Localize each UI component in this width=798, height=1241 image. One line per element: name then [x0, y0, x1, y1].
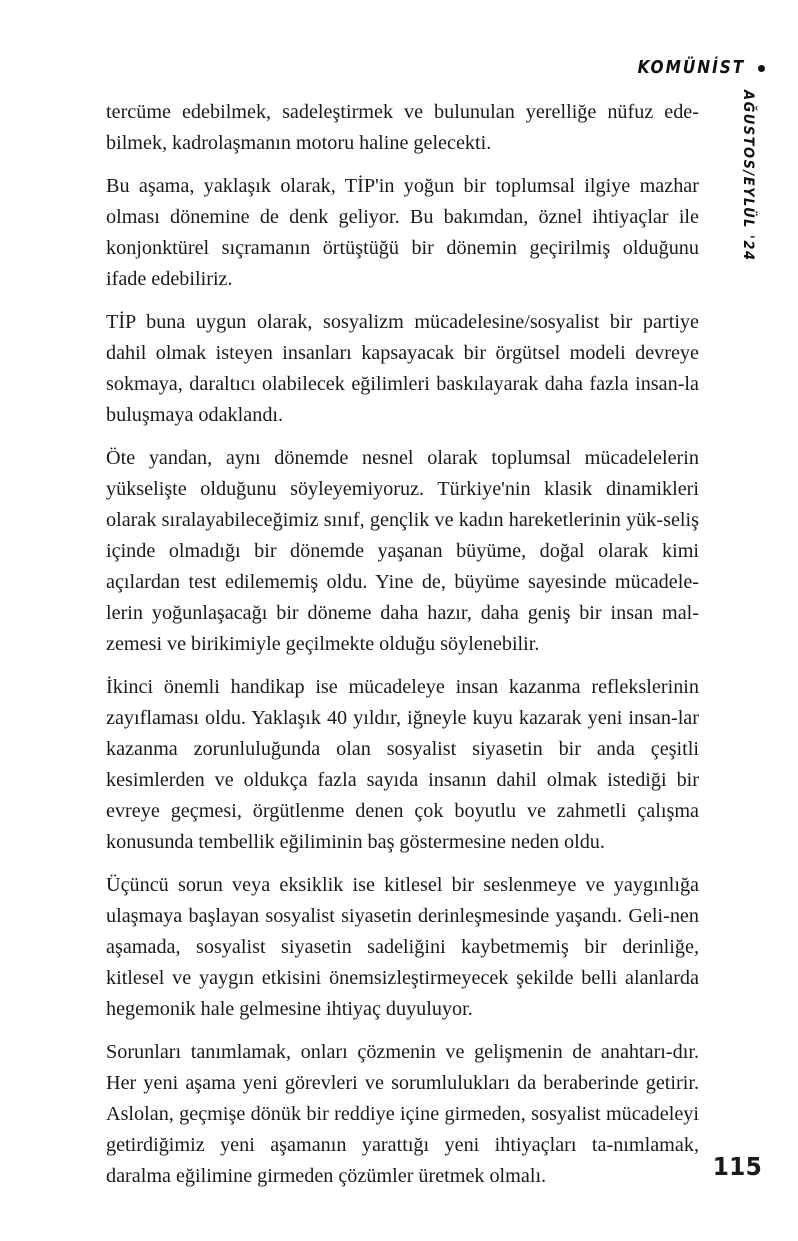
- body-paragraph: Öte yandan, aynı dönemde nesnel olarak toplumsal mücadelelerin yükselişte olduğunu söyleyemiyoruz. Türkiye'nin klasik dinamikleri olarak sıralayabileceğimiz sınıf, gençlik ve kadın hareketlerinin yük-seliş içinde olmadığı bir dönemde yaşanan büyüme, doğal olarak kimi açılardan test edilememiş oldu. Yine de, büyüme sayesinde mücadele-lerin yoğunlaşacağı bir döneme daha hazır, daha geniş bir insan mal-zemesi ve birikimiyle geçilmekte olduğu söylenebilir.: [106, 447, 699, 655]
- body-paragraph: Bu aşama, yaklaşık olarak, TİP'in yoğun bir toplumsal ilgiye mazhar olması dönemine de denk geliyor. Bu bakımdan, öznel ihtiyaçlar ile konjonktürel sıçramanın örtüştüğü bir dönemin geçirilmiş olduğunu ifade edebiliriz.: [106, 175, 699, 290]
- body-paragraph: Sorunları tanımlamak, onları çözmenin ve gelişmenin de anahtarı-dır. Her yeni aşama yeni görevleri ve sorumlulukları da beraberinde getirir. Aslolan, geçmişe dönük bir reddiye içine girmeden, sosyalist mücadeleyi getirdiğimiz yeni aşamanın yarattığı yeni ihtiyaçları ta-nımlamak, daralma eğilimine girmeden çözümler üretmek olmalı.: [106, 1041, 699, 1187]
- running-head: [623, 56, 765, 80]
- side-tab-issue-date: AĞUSTOS/EYLÜL '24: [740, 90, 756, 262]
- running-head-title: KOMÜNİST: [637, 58, 745, 78]
- body-paragraph: tercüme edebilmek, sadeleştirmek ve bulunulan yerelliğe nüfuz ede-bilmek, kadrolaşmanın motoru haline gelecekti.: [106, 101, 699, 154]
- bullet-dot-icon: [758, 65, 765, 72]
- body-paragraph: TİP buna uygun olarak, sosyalizm mücadelesine/sosyalist bir partiye dahil olmak isteyen insanları kapsayacak bir örgütsel modeli devreye sokmaya, daraltıcı olabilecek eğilimleri baskılayarak daha fazla insan-la buluşmaya odaklandı.: [106, 311, 699, 426]
- body-text-column: [106, 97, 699, 1192]
- page-number: 115: [712, 1152, 762, 1181]
- body-paragraph: Üçüncü sorun veya eksiklik ise kitlesel bir seslenmeye ve yaygınlığa ulaşmaya başlayan sosyalist siyasetin derinleşmesinde yaşandı. Geli-nen aşamada, sosyalist siyasetin sadeliğini kaybetmemiş bir derinliğe, kitlesel ve yaygın etkisini önemsizleştirmeyecek şekilde belli alanlarda hegemonik hale gelmesine ihtiyaç duyuluyor.: [106, 874, 699, 1020]
- body-paragraph: İkinci önemli handikap ise mücadeleye insan kazanma reflekslerinin zayıflaması oldu. Yaklaşık 40 yıldır, iğneyle kuyu kazarak yeni insan-lar kazanma zorunluluğunda olan sosyalist siyasetin bir anda çeşitli kesimlerden ve oldukça fazla sayıda insanın dahil olmak istediği bir evreye geçmesi, örgütlenme denen çok boyutlu ve zahmetli çalışma konusunda tembellik eğiliminin baş göstermesine neden oldu.: [106, 676, 699, 853]
